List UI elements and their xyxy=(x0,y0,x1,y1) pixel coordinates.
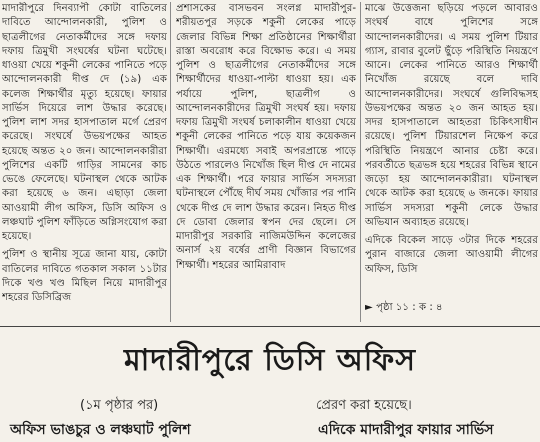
subheading-right: এদিকে মাদারীপুর ফায়ার সার্ভিস xyxy=(318,422,494,438)
column-divider xyxy=(360,2,361,322)
page-continuation-note: ► পৃষ্ঠা ১১ : ক : ৪ xyxy=(365,302,443,313)
column-2-paragraph-1: প্রশাসকের বাসভবন সংলগ্ন মাদারীপুর-শরীয়তপুর সড়কে শকুনী লেকের পাড়ে জেলার বিভিন্ন শিক্ষা প্রতিষ্ঠানের শিক্ষার্থীরা রাস্তা অবরোধ করে বিক্ষোভ করে। এ সময় পুলিশ ও ছাত্রলীগের নেতাকর্মীদের সঙ্গে শিক্ষার্থীদের ধাওয়া-পাল্টা ধাওয়া হয়। এক পর্যায়ে পুলিশ, ছাত্রলীগ ও আন্দোলনকারীদের ত্রিমুখী সংঘর্ষ হয়। দফায় দফায় ত্রিমুখী সংঘর্ষ চলাকালীন ধাওয়া খেয়ে শকুনী লেকের পানিতে পড়ে যায় কয়েকজন শিক্ষার্থী। এরমধ্যে সবাই অপরপ্রান্তে পাড়ে উঠতে পারলেও নিখোঁজ ছিল দীপ্ত দে নামের এক শিক্ষার্থী। পরে ফায়ার সার্ভিস সদস্যরা ঘটনাস্থলে পৌঁছে দীর্ঘ সময় খোঁজার পর পানি থেকে দীপ্ত দে লাশ উদ্ধার করেন। নিহত দীপ্ত দে ডোবা জেলার স্বপন দের ছেলে। সে মাদারীপুর সরকারি নাজিমউদ্দিন কলেজের অনার্স ২য় বর্ষের প্রাণী বিজ্ঞান বিভাগের শিক্ষার্থী। শহরের আমিরাবাদ xyxy=(176,3,356,271)
article-headline: মাদারীপুরে ডিসি অফিস xyxy=(123,343,417,378)
column-3-paragraph-1: মাঝে উত্তেজনা ছড়িয়ে পড়লে আবারও সংঘর্ষ বাধে পুলিশের সঙ্গে আন্দোলনকারীদের। এ সময় পুলিশ টিয়ার গ্যাস, রাবার বুলেট ছুঁড়ে পরিস্থিতি নিয়ন্ত্রণে আনে। লেকের পানিতে আরও শিক্ষার্থী নিখোঁজ রয়েছে বলে দাবি আন্দোলনকারীদের। সংঘর্ষে গুলিবিদ্ধসহ উভয়পক্ষের অন্তত ২০ জন আহত হয়। সদর হাসপাতালে আহতরা চিকিৎসাধীন রয়েছে। পুলিশ টিয়ারশেল নিক্ষেপ করে পরিস্থিতি নিয়ন্ত্রণে আনার চেষ্টা করে। পরবর্তীতে ছত্রভঙ্গ হয়ে শহরের বিভিন্ন স্থানে জড়ো হয় আন্দোলনকারীরা। ঘটনাস্থল থেকে আটক করা হয়েছে ৬ জনকে। ফায়ার সার্ভিস সদস্যরা শকুনী লেকে উদ্ধার অভিযান অব্যাহত রয়েছে। xyxy=(365,3,538,228)
column-1-paragraph-2: পুলিশ ও স্থানীয় সূত্রে জানা যায়, কোটা বাতিলের দাবিতে গতকাল সকাল ১১টার দিকে খণ্ড খণ্ড মিছিল নিয়ে মাদারীপুর শহরের ডিসিব্রিজ xyxy=(2,249,167,303)
column-1-paragraph-1: মাদারীপুরে দিনব্যাপী কোটা বাতিলের দাবিতে আন্দোলনকারী, পুলিশ ও ছাত্রলীগের নেতাকর্মীদের সঙ্গে দফায় দফায় ত্রিমুখী সংঘর্ষের ঘটনা ঘটেছে। ধাওয়া খেয়ে শকুনী লেকের পানিতে পড়ে আন্দোলনকারী দীপ্ত দে (১৯) এক কলেজ শিক্ষার্থীর মৃত্যু হয়েছে। ফায়ার সার্ভিস দিয়েরে লাশ উদ্ধার করেছে। পুলিশ লাশ সদর হাসপাতাল মর্গে প্রেরণ করেছে। সংঘর্ষে উভয়পক্ষের আহত হয়েছে অন্তত ২০ জন। আন্দোলনকারীরা পুলিশের একটি গাড়ির সামনের কাচ ভেঙে ফেলেছে। ঘটনাস্থল থেকে আটক করা হয়েছে ৬ জন। এছাড়া জেলা আওয়ামী লীগ অফিস, ডিসি অফিস ও লঞ্চঘাট পুলিশ ফাঁড়িতে অগ্নিসংযোগ করা হয়েছে। xyxy=(2,3,167,242)
column-divider xyxy=(170,2,171,322)
section-divider xyxy=(0,326,540,327)
continued-from-note: (১ম পৃষ্ঠার পর) xyxy=(80,398,159,413)
subheading-left: অফিস ভাঙচুর ও লঞ্চঘাট পুলিশ xyxy=(10,422,191,438)
column-1 xyxy=(2,2,167,324)
column-2 xyxy=(176,2,356,324)
column-3-paragraph-2: এদিকে বিকেল সাড়ে ৩টার দিকে শহরের পুরান বাজারে জেলা আওয়ামী লীগের অফিস, ডিসি xyxy=(365,235,538,275)
column-text-fragment: প্রেরণ করা হয়েছে। xyxy=(316,398,412,413)
column-3 xyxy=(365,2,538,324)
